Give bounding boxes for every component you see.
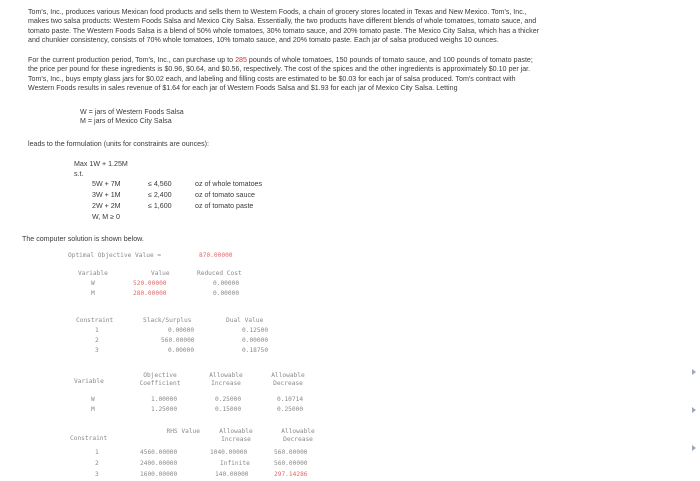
constraint-desc: oz of tomato sauce bbox=[195, 191, 255, 199]
obj-var: W bbox=[91, 396, 95, 403]
constraint-lhs: 2W + 2M bbox=[92, 202, 121, 210]
rhs-id: 1 bbox=[95, 449, 99, 456]
obj-increase: 0.15000 bbox=[215, 406, 242, 413]
intro-line: tomato paste. The Western Foods Salsa is a blend of 50% whole tomatoes, 30% tomato sauce, and 20% tomato paste. The Mexico City Salsa, which has a thicker bbox=[28, 26, 540, 35]
rhs-decrease: 560.00000 bbox=[274, 460, 308, 467]
rhs-id: 3 bbox=[95, 471, 99, 478]
cost-line bbox=[28, 56, 688, 65]
subject-to-label: s.t. bbox=[74, 170, 84, 178]
var-name: M bbox=[91, 290, 95, 297]
header-allowable-increase-text: Allowable Increase bbox=[209, 372, 243, 387]
rhs-increase: 140.00000 bbox=[215, 471, 249, 478]
scroll-marker-icon bbox=[692, 407, 696, 413]
obj-increase: 0.25000 bbox=[215, 396, 242, 403]
header-allowable-increase bbox=[204, 372, 248, 388]
rhs-value: 1600.00000 bbox=[140, 471, 178, 478]
definition-m: M = jars of Mexico City Salsa bbox=[80, 117, 172, 125]
leads-text: leads to the formulation (units for constraints are ounces): bbox=[28, 140, 209, 148]
header-rhs-increase-text: Allowable Increase bbox=[219, 428, 253, 443]
header-value: Value bbox=[151, 270, 170, 277]
con-dual: 0.18750 bbox=[242, 347, 269, 354]
header-allowable-decrease bbox=[266, 372, 310, 388]
intro-line: makes two salsa products: Western Foods Salsa and Mexico City Salsa. Essentially, the two products have different blends of whole tomatoes, tomato sauce, and bbox=[28, 17, 537, 26]
constraint-desc: oz of whole tomatoes bbox=[195, 180, 263, 188]
header-rhs-decrease-text: Allowable Decrease bbox=[281, 428, 315, 443]
objective-function: Max 1W + 1.25M bbox=[74, 160, 128, 168]
var-reduced-cost: 0.00000 bbox=[213, 290, 240, 297]
optimal-label: Optimal Objective Value = bbox=[68, 252, 162, 259]
con-dual: 0.12500 bbox=[242, 327, 269, 334]
header-rhs-decrease bbox=[274, 428, 322, 444]
computer-solution-text: The computer solution is shown below. bbox=[22, 235, 144, 243]
scroll-marker-icon bbox=[692, 445, 696, 451]
header-rhs-value-text: RHS Value bbox=[166, 428, 200, 435]
scroll-marker-icon bbox=[692, 369, 696, 375]
rhs-value: 2400.00000 bbox=[140, 460, 178, 467]
header-variable: Variable bbox=[74, 378, 104, 385]
con-id: 3 bbox=[95, 347, 99, 354]
obj-var: M bbox=[91, 406, 95, 413]
obj-decrease: 0.10714 bbox=[277, 396, 304, 403]
rhs-increase: Infinite bbox=[220, 460, 250, 467]
con-id: 2 bbox=[95, 337, 99, 344]
header-dual: Dual Value bbox=[226, 317, 264, 324]
definition-w: W = jars of Western Foods Salsa bbox=[80, 108, 184, 116]
cost-line-prefix: For the current production period, Tom's, Inc., can purchase up to bbox=[28, 56, 236, 64]
intro-line: Tom's, Inc., produces various Mexican food products and sells them to Western Foods, a chain of grocery stores located in Texas and New Mexico. Tom's, Inc., bbox=[28, 8, 527, 16]
highlighted-value: 285 bbox=[235, 56, 247, 64]
con-slack: 560.00000 bbox=[161, 337, 195, 344]
intro-line: and chunkier consistency, consists of 70% whole tomatoes, 10% tomato sauce, and 20% tomato paste. Each jar of salsa produced weighs 10 ounces. bbox=[28, 36, 499, 45]
variable-definitions bbox=[80, 108, 184, 126]
intro-paragraph bbox=[28, 8, 688, 46]
constraint-lhs: 3W + 1M bbox=[92, 191, 121, 199]
obj-decrease: 0.25000 bbox=[277, 406, 304, 413]
header-slack: Slack/Surplus bbox=[143, 317, 192, 324]
var-value: 280.00000 bbox=[133, 290, 167, 297]
var-reduced-cost: 0.00000 bbox=[213, 280, 240, 287]
header-variable: Variable bbox=[78, 270, 108, 277]
header-rhs-value bbox=[150, 428, 200, 436]
constraint-rhs: ≤ 1,600 bbox=[148, 202, 172, 210]
optimal-value: 870.00000 bbox=[199, 252, 233, 259]
var-value: 520.00000 bbox=[133, 280, 167, 287]
cost-line: Western Foods results in sales revenue of $1.64 for each jar of Western Foods Salsa and $1.93 for each jar of Mexico City Salsa. Letting bbox=[28, 84, 458, 93]
con-slack: 0.00000 bbox=[168, 347, 195, 354]
rhs-id: 2 bbox=[95, 460, 99, 467]
con-dual: 0.00000 bbox=[242, 337, 269, 344]
cost-line-suffix: pounds of whole tomatoes, 150 pounds of tomato sauce, and 100 pounds of tomato paste; bbox=[246, 56, 533, 64]
cost-line: the price per pound for these ingredients is $0.96, $0.64, and $0.56, respectively. The cost of the spices and the other ingredients is approximately $0.10 per jar. bbox=[28, 65, 531, 74]
constraint-desc: oz of tomato paste bbox=[195, 202, 254, 210]
con-id: 1 bbox=[95, 327, 99, 334]
rhs-decrease: 560.00000 bbox=[274, 449, 308, 456]
header-constraint: Constraint bbox=[70, 435, 108, 442]
obj-coef: 1.00000 bbox=[151, 396, 178, 403]
con-slack: 0.00000 bbox=[168, 327, 195, 334]
header-objective-coefficient bbox=[130, 372, 190, 388]
constraint-lhs: 5W + 7M bbox=[92, 180, 121, 188]
cost-line: Tom's, Inc., buys empty glass jars for $0.02 each, and labeling and filling costs are estimated to be $0.03 for each jar of salsa produced. Tom's contract with bbox=[28, 74, 516, 83]
nonnegativity: W, M ≥ 0 bbox=[92, 213, 120, 221]
rhs-increase: 1040.00000 bbox=[210, 449, 248, 456]
header-allowable-decrease-text: Allowable Decrease bbox=[271, 372, 305, 387]
obj-coef: 1.25000 bbox=[151, 406, 178, 413]
header-rhs-increase bbox=[212, 428, 260, 444]
var-name: W bbox=[91, 280, 95, 287]
rhs-decrease: 297.14286 bbox=[274, 471, 308, 478]
header-objective-coefficient-text: Objective Coefficient bbox=[139, 372, 181, 387]
cost-paragraph bbox=[28, 56, 688, 94]
constraint-rhs: ≤ 2,400 bbox=[148, 191, 172, 199]
header-constraint: Constraint bbox=[76, 317, 114, 324]
header-reduced-cost: Reduced Cost bbox=[197, 270, 242, 277]
rhs-value: 4560.00000 bbox=[140, 449, 178, 456]
constraint-rhs: ≤ 4,560 bbox=[148, 180, 172, 188]
